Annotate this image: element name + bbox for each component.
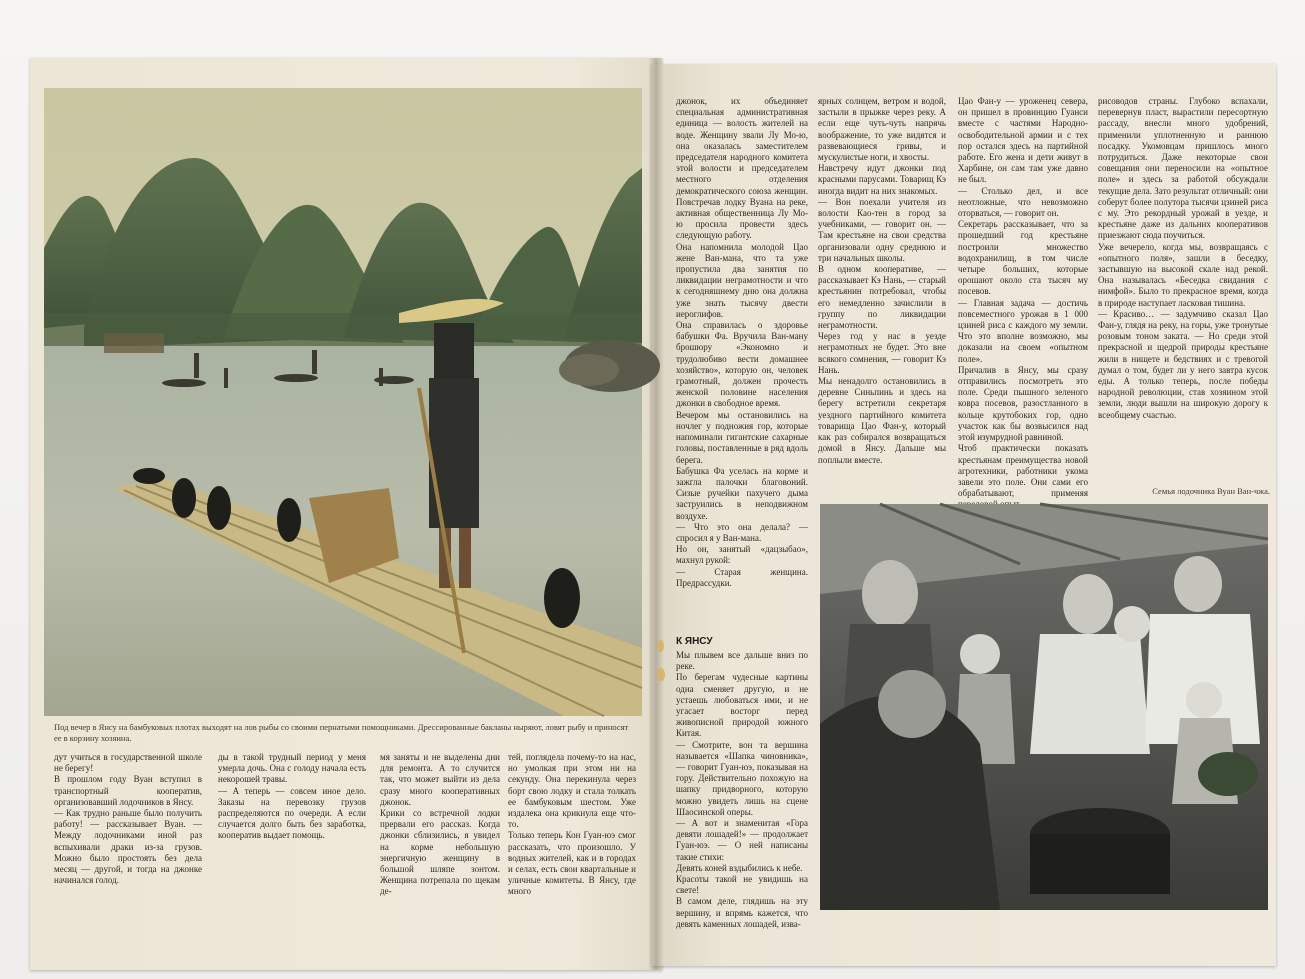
text-column: ярных солнцем, ветром и водой, застыли в прыжке через реку. А если еще чуть-чуть напрячь воображение, то уже видятся и развевающиеся гривы, и мускулистые ноги, и хвосты. Навстречу идут джонки под красными парусами. Товарищ Кэ иногда видит на них знакомых. — Вон поехали учителя из волости Као-тен в город за учебниками, — говорит он. — Там крестьяне на свои средства организовали одну среднюю и три начальных школы. В одном кооперативе, — рассказывает Кэ Нань, — старый крестьянин потребовал, чтобы его немедленно зачислили в группу по ликвидации неграмотности. Через год у нас в уезде неграмотных не будет. Это вне всякого сомнения, — говорит Кэ Нань. Мы ненадолго остановились в деревне Синьпинь и здесь на берегу встретили секретаря уездного партийного комитета товарища Цао Фан-у, который как раз собирался возвращаться домой в Янсу. Дальше мы поплыли вместе.: [818, 96, 946, 465]
boatman-family-photo: [820, 504, 1268, 910]
section-heading: К ЯНСУ: [676, 636, 713, 647]
text-column: джонок, их объединяет специальная административная единица — волость жителей на воде. Женщину звали Лу Мо-ю, она оказалась заместителем председателя народного комитета этой волости и председателем местного отделения демократического союза женщин. Повстречав лодку Вуана на реке, активная общественница Лу Мо-ю просила провести здесь следующую работу. Она напомнила молодой Цао жене Ван-мана, что та уже пропустила два занятия по ликвидации неграмотности и что к сегодняшнему дню она должна уже знать тысячу двести иероглифов. Она справилась о здоровье бабушки Фа. Вручила Ван-ману брошюру «Экономно и трудолюбиво вести домашнее хозяйство», которую он, человек грамотный, должен прочесть женской половине населения джонки в свободное время. Вечером мы остановились на ночлег у подножия гор, которые напоминали гигантские сахарные головы, поставленные в ряд вдоль берега. Бабушка Фа уселась на корме и зажгла палочки благовоний. Сизые ручейки пахучего дыма заструились в неподвижном воздухе. — Что это она делала? — спросил я у Ван-мана. Но он, занятый «дацзыбао», махнул рукой: — Старая женщина. Предрассудки.: [676, 96, 808, 588]
bw-photo-caption: Семья лодочника Вуан Ван-чжа.: [1152, 486, 1270, 496]
text-column: ды в такой трудный период у меня умерла дочь. Она с голоду начала есть некорошей травы. — А теперь — совсем иное дело. Заказы на перевозку грузов распределяются по очереди. А если случается долго быть без заработка, кооператив выдает помощь.: [218, 752, 366, 841]
color-photo-caption: Под вечер в Янсу на бамбуковых плотах выходят на лов рыбы со своими пернатыми помощниками. Дрессированные бакланы ныряют, ловят рыбу и приносят ее в корзину хозяина.: [54, 722, 629, 743]
text-column: дут учиться в государственной школе не берегу! В прошлом году Вуан вступил в транспортный кооператив, организовавший лодочников в Янсу. — Как трудно раньше было получить работу! — рассказывает Вуан. — Между лодочниками иной раз вспыхивали драки из-за грузов. Можно было простоять без дела месяц — другой, и тогда на джонке начинался голод.: [54, 752, 202, 886]
cormorant-fisherman-photo: [44, 88, 642, 716]
page-gutter: [648, 58, 664, 970]
page-stain: [657, 640, 664, 652]
text-column: Цао Фан-у — уроженец севера, он пришел в провинцию Гуанси вместе с частями Народно-освободительной армии и с тех пор остался здесь на партийной работе. Его жена и дети живут в Харбине, он сам там уже давно не был. — Столько дел, и все неотложные, что невозможно оторваться, — говорит он. Секретарь рассказывает, что за прошедший год крестьяне построили множество водохранилищ, в том числе четыре больших, которые орошают около ста тысяч му посевов. — Главная задача — достичь повсеместного урожая в 1 000 цзиней риса с каждого му земли. Что это вполне возможно, мы доказали на своем «опытном поле». Причалив в Янсу, мы сразу отправились посмотреть это поле. Среди пышного зеленого ковра посевов, разостланного в кольце крутобоких гор, одно участок как бы возвысился над этой изумрудной равниной. Чтоб практически показать крестьянам преимущества новой агротехники, работники укома завели это поле. Они сами его обрабатывают, применяя: [958, 96, 1088, 499]
text-column: рисоводов страны. Глубоко вспахали, перевернув пласт, вырастили пересортную рассаду, внесли много удобрений, применили уплотненную и раннюю посадку. Укомовцам пришлось много потрудиться. Даже некоторые свои совещания они переносили на «опытное поле» и здесь за работой обсуждали текущие дела. Зато результат отличный: они соберут более полутора тысячи цзиней риса с му. Это рекордный урожай в уезде, и крестьяне даже из дальних кооперативов приезжают сюда поучиться. Уже вечерело, когда мы, возвращаясь с «опытного поля», зашли в беседку, застывшую на высокой скале над рекой. Она называлась «Беседка свидания с нимфой». Было то прекрасное время, когда в природе наступает ласковая тишина. — Красиво… — задумчиво сказал Цао Фан-у, глядя на реку, на горы, уже тронутые розовым тоном заката. — Но среди этой прекрасной и щедрой природы крестьяне жили в нищете и бедствиях и с тревогой думал о том, будет ли у него завтра кусок еды. А только теперь, после победы народной революции, став хозяином этой земли, люди вышли на широкую дорогу к всеобщему счастью.: [1098, 96, 1268, 420]
page-stain: [657, 668, 665, 681]
text-column: мя заняты и не выделены дни для ремонта. А то случится так, что может выйти из дела сразу много кооперативных джонок. Крики со встречной лодки прервали его рассказ. Когда джонки сблизились, я увидел на корме небольшую энергичную женщину в большой шляпе зонтом. Женщина потрепала по щекам де-: [380, 752, 500, 897]
text-column: Мы плывем все дальше вниз по реке. По берегам чудесные картины одна сменяет другую, и не устаешь любоваться ими, и не угасает восторг перед живописной природой южного Китая. — Смотрите, вон та вершина называется «Шапка чиновника», — говорит Гуан-юэ, показывая на гору. Действительно похожую на шапку придворного, которую можно увидеть лишь на сцене Шаосинской оперы. — А вот и знаменитая «Гора девяти лошадей!» — продолжает Гуан-юэ. — О ней написаны такие стихи: Девять коней вздыбились к небе. Красоты такой не увидишь на свете! В самом деле, глядишь на эту вершину, и впрямь кажется, что девять каменных лошадей, изва-: [676, 650, 808, 929]
text-column: тей, поглядела почему-то на нас, но умолкая при этом ни на секунду. Она перекинула через борт свою лодку и стала толкать ее бамбуковым шестом. Уже издалека она крикнула еще что-то. Только теперь Кон Гуан-юэ смог рассказать, что произошло. У водных жителей, как и в городах и селах, есть свои квартальные и уличные комитеты. В Янсу, где много: [508, 752, 636, 897]
